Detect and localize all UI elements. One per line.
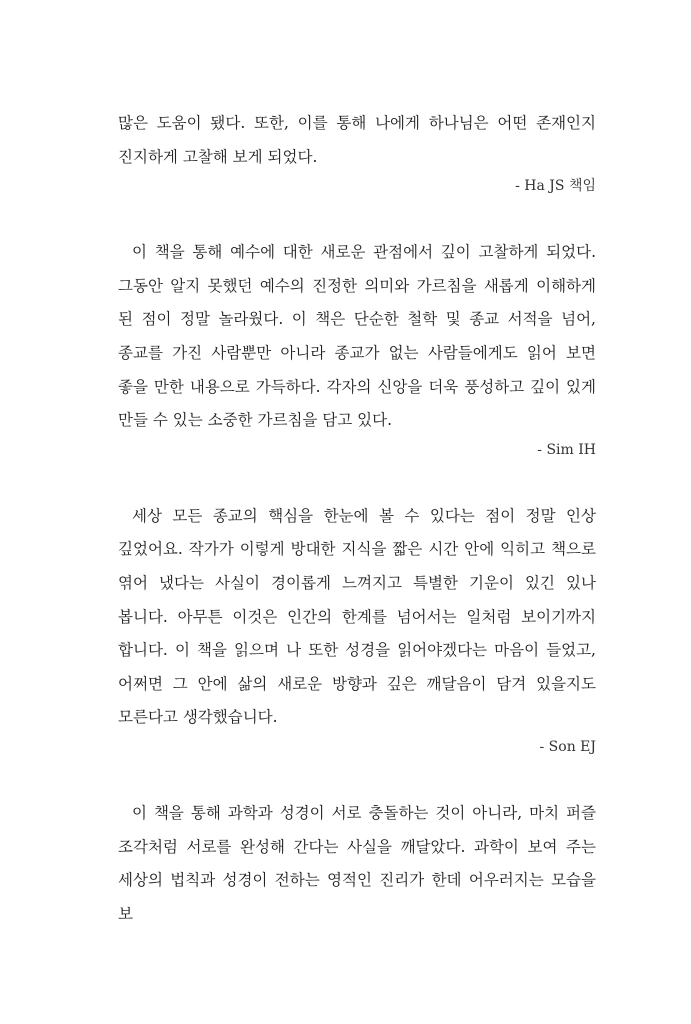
review-son-ej xyxy=(118,500,596,759)
review-sim-ih xyxy=(118,236,596,462)
review-text: 이 책을 통해 예수에 대한 새로운 관점에서 깊이 고찰하게 되었다. 그동안 알지 못했던 예수의 진정한 의미와 가르침을 새롭게 이해하게 된 점이 정말 놀라웠다. 이 책은 단순한 철학 및 종교 서적을 넘어, 종교를 가진 사람뿐만 아니라 종교가 없는 사람들에게도 읽어 보면 좋을 만한 내용으로 가득하다. 각자의 신앙을 더욱 풍성하고 깊이 있게 만들 수 있는 소중한 가르침을 담고 있다. xyxy=(118,243,596,430)
review-text: 세상 모든 종교의 핵심을 한눈에 볼 수 있다는 점이 정말 인상 깊었어요. 작가가 이렇게 방대한 지식을 짧은 시간 안에 익히고 책으로 엮어 냈다는 사실이 경이롭게 느껴지고 특별한 기운이 있긴 있나 봅니다. 아무튼 이것은 인간의 한계를 넘어서는 일처럼 보이기까지 합니다. 이 책을 읽으며 나 또한 성경을 읽어야겠다는 마음이 들었고, 어쩌면 그 안에 삶의 새로운 방향과 깊은 깨달음이 담겨 있을지도 모른다고 생각했습니다. xyxy=(118,506,596,727)
review-author: - Son EJ xyxy=(539,738,596,755)
review-text: 많은 도움이 됐다. 또한, 이를 통해 나에게 하나님은 어떤 존재인지 진지하게 고찰해 보게 되었다. xyxy=(118,114,596,166)
review-fourth xyxy=(118,797,596,931)
review-text: 이 책을 통해 과학과 성경이 서로 충돌하는 것이 아니라, 마치 퍼즐 조각처럼 서로를 완성해 간다는 사실을 깨달았다. 과학이 보여 주는 세상의 법칙과 성경이 전하는 영적인 진리가 한데 어우러지는 모습을 보 xyxy=(118,803,596,923)
document-page xyxy=(118,107,596,931)
review-author: - Ha JS 책임 xyxy=(515,178,596,195)
review-author: - Sim IH xyxy=(537,441,596,458)
review-ha-js xyxy=(118,107,596,198)
